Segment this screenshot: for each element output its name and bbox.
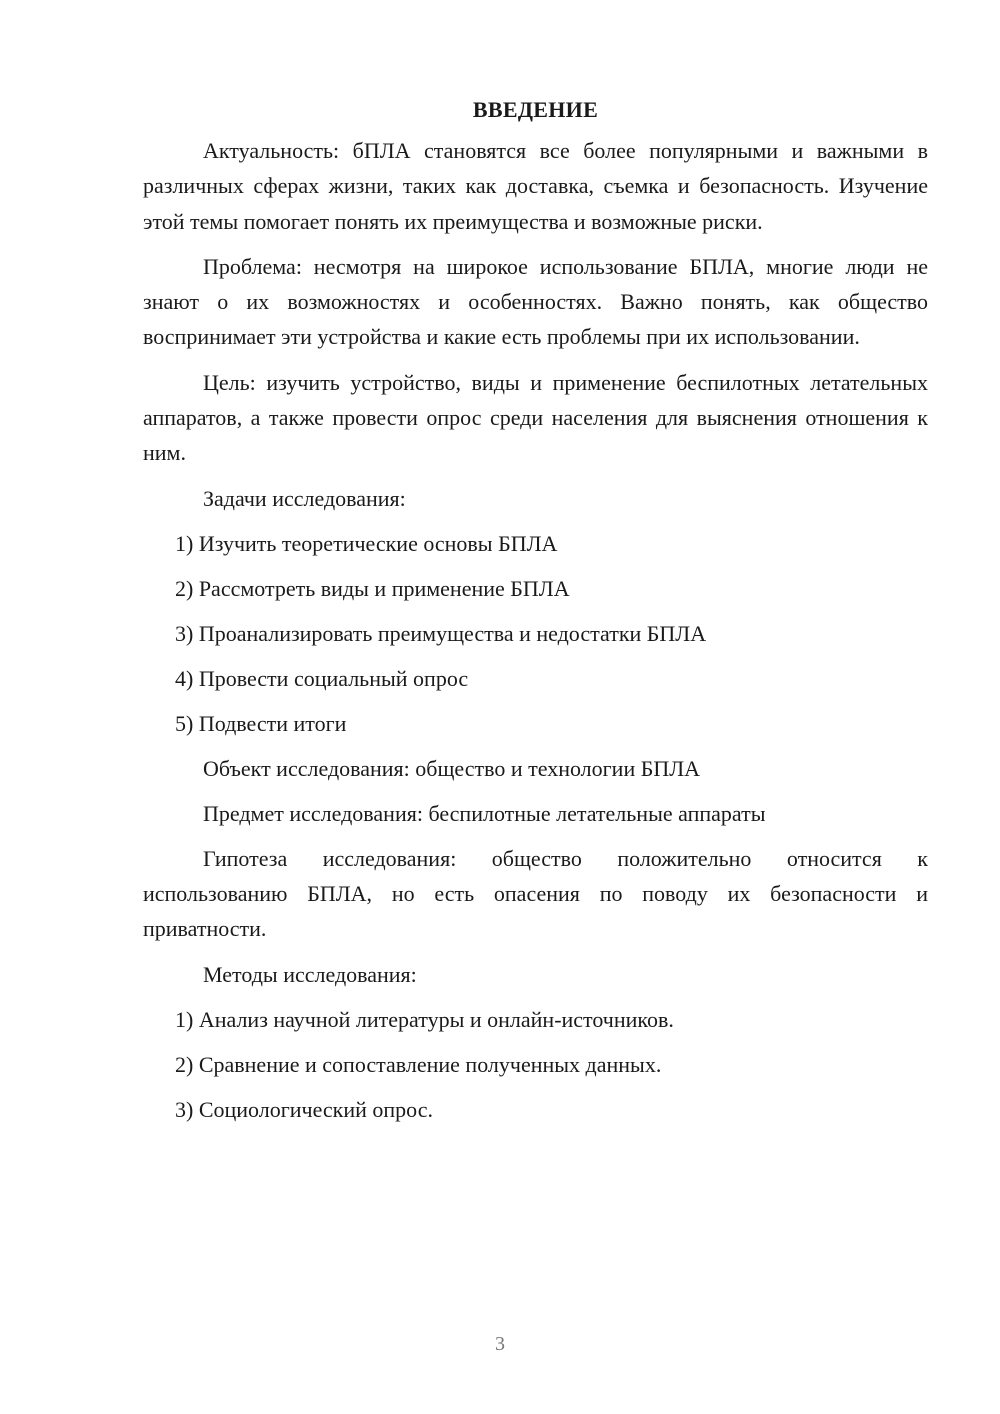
methods-label: Методы исследования:	[203, 961, 417, 987]
list-item: 1) Изучить теоретические основы БПЛА	[175, 530, 558, 556]
section-heading: ВВЕДЕНИЕ	[472, 97, 599, 122]
relevance-paragraph: Актуальность: бПЛА становятся все более популярными и важными в различных сферах жизни, таких как доставка, съемка и безопасность. Изучение этой темы помогает понять их преимущества и возможные риски.	[143, 138, 928, 234]
problem-paragraph: Проблема: несмотря на широкое использование БПЛА, многие люди не знают о их возможностях и особенностях. Важно понять, как общество воспринимает эти устройства и какие есть проблемы при их использовании.	[143, 253, 928, 350]
list-item: 2) Сравнение и сопоставление полученных данных.	[175, 1051, 662, 1077]
list-item: 1) Анализ научной литературы и онлайн-источников.	[175, 1006, 674, 1032]
hypothesis-paragraph: Гипотеза исследования: общество положительно относится к использованию БПЛА, но есть опасения по поводу их безопасности и приватности.	[143, 845, 928, 942]
methods-list	[143, 1002, 928, 1127]
research-object: Объект исследования: общество и технологии БПЛА	[203, 755, 701, 781]
research-subject: Предмет исследования: беспилотные летательные аппараты	[203, 800, 766, 826]
list-item: 5) Подвести итоги	[175, 710, 347, 736]
list-item: 3) Проанализировать преимущества и недостатки БПЛА	[175, 620, 707, 646]
page-number: 3	[495, 1333, 505, 1355]
list-item: 3) Социологический опрос.	[175, 1096, 433, 1122]
page-content	[143, 94, 928, 1137]
list-item: 2) Рассмотреть виды и применение БПЛА	[175, 575, 570, 601]
goal-paragraph: Цель: изучить устройство, виды и применение беспилотных летательных аппаратов, а также провести опрос среди населения для выяснения отношения к ним.	[143, 369, 928, 466]
tasks-list	[143, 526, 928, 741]
list-item: 4) Провести социальный опрос	[175, 665, 469, 691]
tasks-label: Задачи исследования:	[203, 485, 406, 511]
